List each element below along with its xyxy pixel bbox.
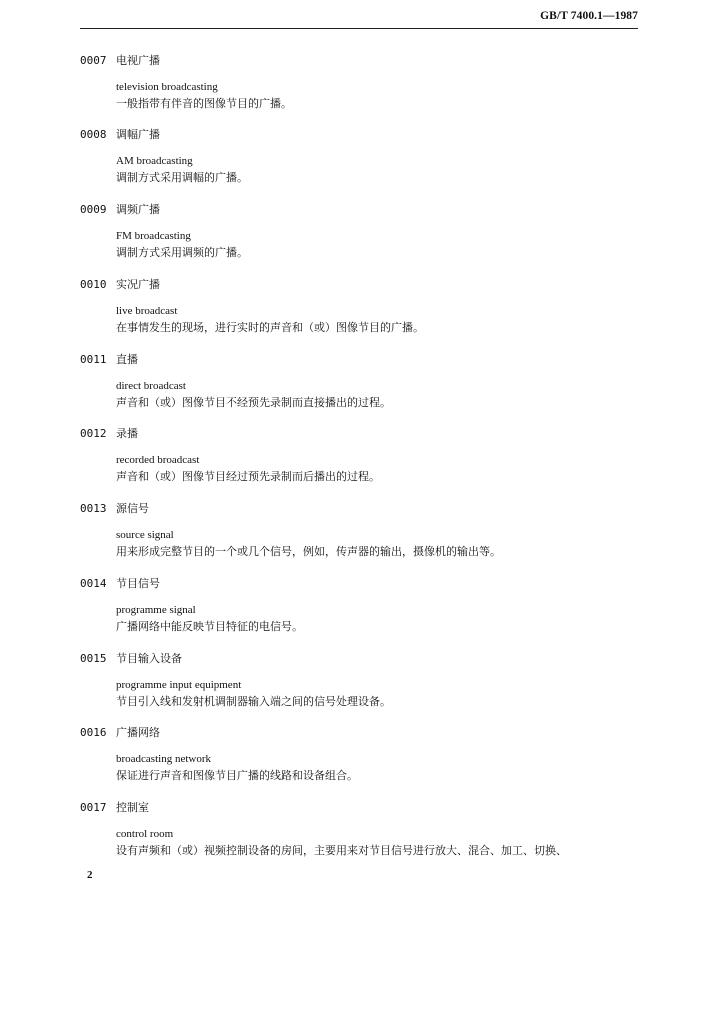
entry-number: 0010 [80, 278, 107, 291]
entry-number: 0011 [80, 353, 107, 366]
entry-definition: 声音和（或）图像节目不经预先录制而直接播出的过程。 [116, 396, 391, 409]
entry-number: 0013 [80, 502, 107, 515]
entry-number: 0007 [80, 54, 107, 67]
entry-term-zh: 控制室 [116, 801, 149, 814]
entry-term-zh: 调幅广播 [116, 128, 160, 141]
entry-definition: 用来形成完整节目的一个或几个信号，例如，传声器的输出，摄像机的输出等。 [116, 545, 501, 558]
entry-number: 0017 [80, 801, 107, 814]
page-number: 2 [87, 869, 93, 881]
entry-definition: 在事情发生的现场，进行实时的声音和（或）图像节目的广播。 [116, 321, 424, 334]
entry-definition: 设有声频和（或）视频控制设备的房间，主要用来对节目信号进行放大、混合、加工、切换、 [116, 844, 567, 857]
entry-term-zh: 实况广播 [116, 278, 160, 291]
entry-term-en: control room [116, 828, 174, 840]
entry-definition: 声音和（或）图像节目经过预先录制而后播出的过程。 [116, 470, 380, 483]
entry-number: 0016 [80, 726, 107, 739]
entry-definition: 一般指带有伴音的图像节目的广播。 [116, 97, 292, 110]
entry-term-en: live broadcast [116, 305, 178, 317]
entry-term-zh: 直播 [116, 353, 138, 366]
entry-term-zh: 录播 [116, 427, 138, 440]
entry-definition: 节目引入线和发射机调制器输入端之间的信号处理设备。 [116, 695, 391, 708]
entry-term-en: AM broadcasting [116, 155, 193, 167]
entry-term-zh: 调频广播 [116, 203, 160, 216]
entry-term-zh: 电视广播 [116, 54, 160, 67]
entry-term-zh: 节目信号 [116, 577, 160, 590]
entry-number: 0008 [80, 128, 107, 141]
entry-term-en: television broadcasting [116, 81, 218, 93]
entry-term-en: programme input equipment [116, 679, 242, 691]
entry-term-en: programme signal [116, 604, 196, 616]
header-rule [80, 28, 638, 29]
entry-term-zh: 源信号 [116, 502, 149, 515]
entry-definition: 调制方式采用调频的广播。 [116, 246, 248, 259]
entry-definition: 保证进行声音和图像节目广播的线路和设备组合。 [116, 769, 358, 782]
entry-definition: 调制方式采用调幅的广播。 [116, 171, 248, 184]
standard-header: GB/T 7400.1—1987 [540, 10, 638, 22]
entry-term-en: FM broadcasting [116, 230, 191, 242]
entry-term-en: source signal [116, 529, 174, 541]
entry-number: 0009 [80, 203, 107, 216]
entry-term-en: recorded broadcast [116, 454, 200, 466]
entry-number: 0012 [80, 427, 107, 440]
entry-term-en: broadcasting network [116, 753, 211, 765]
entry-number: 0015 [80, 652, 107, 665]
entry-term-zh: 节目输入设备 [116, 652, 182, 665]
entry-term-en: direct broadcast [116, 380, 186, 392]
entry-term-zh: 广播网络 [116, 726, 160, 739]
entry-number: 0014 [80, 577, 107, 590]
entry-definition: 广播网络中能反映节目特征的电信号。 [116, 620, 303, 633]
